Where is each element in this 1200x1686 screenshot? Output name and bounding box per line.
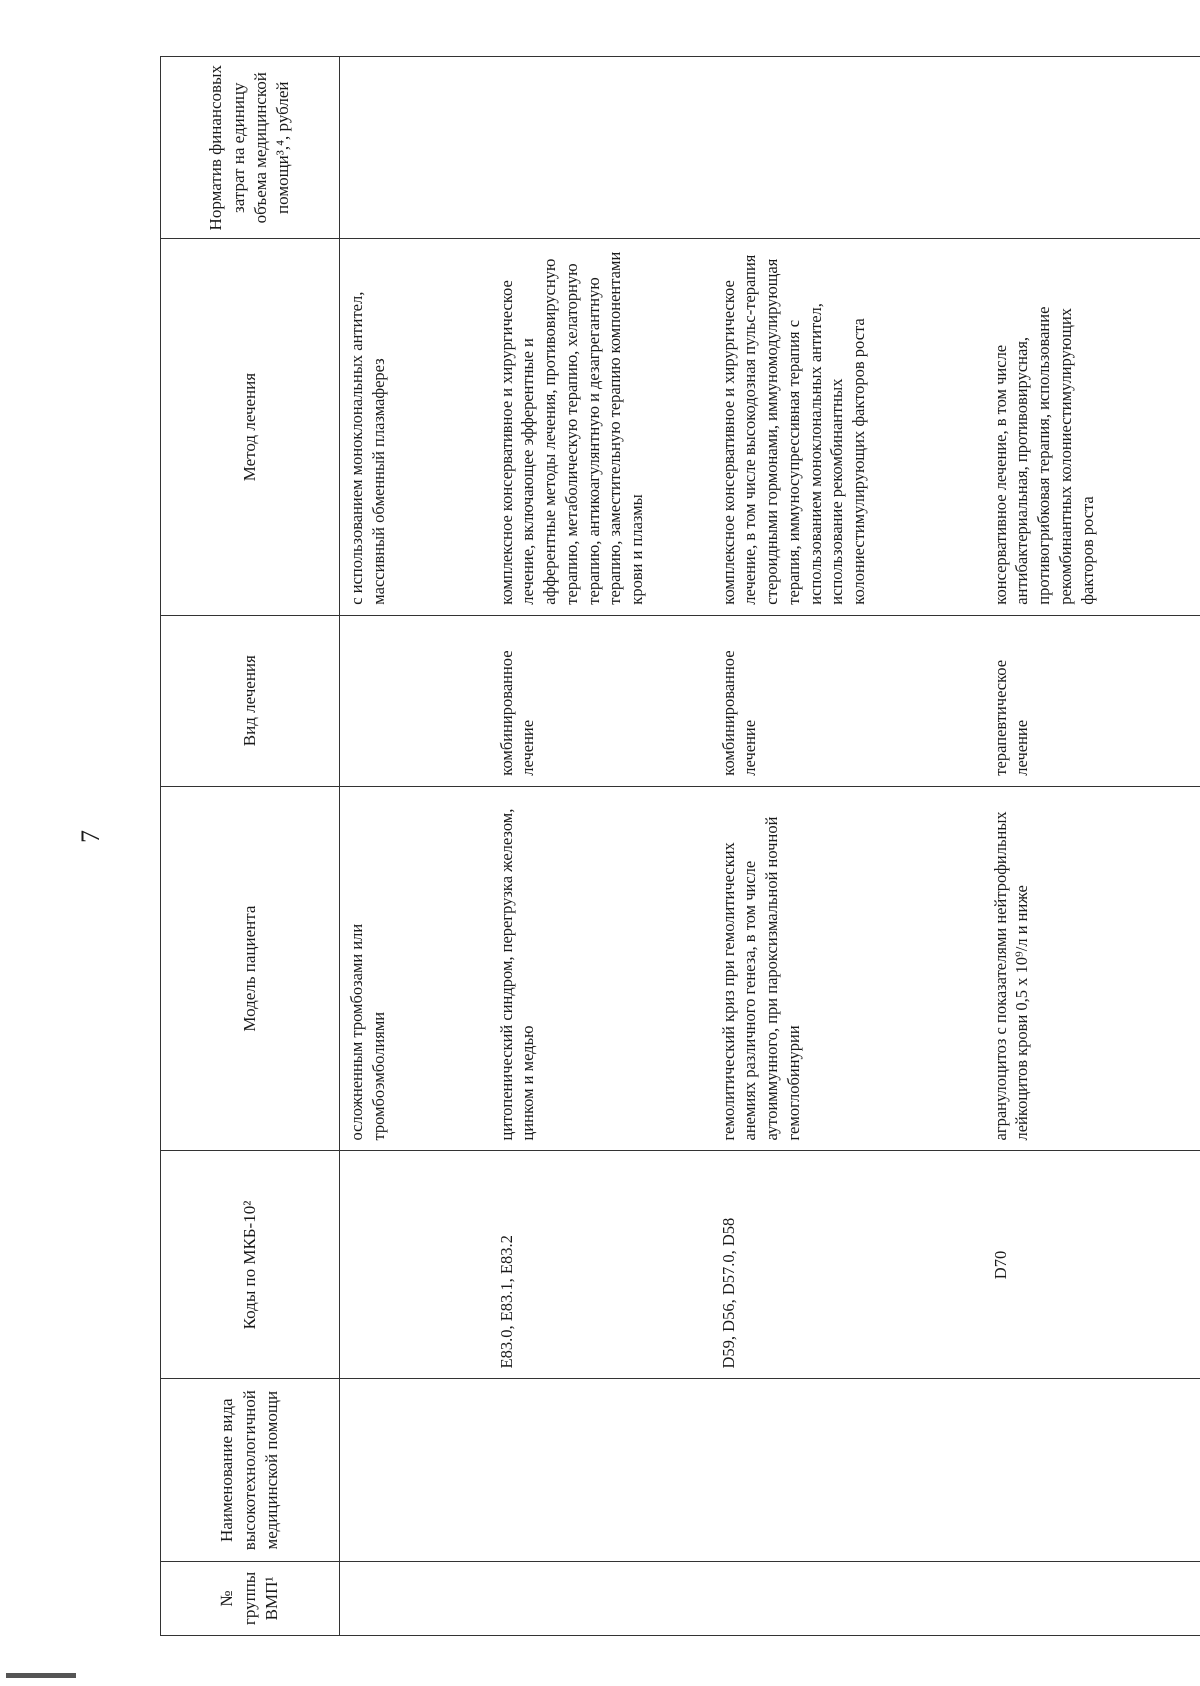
rotated-table-container (160, 56, 1200, 1636)
cell-icd-codes: D59, D56, D57.0, D58 (712, 1151, 984, 1379)
cell-group-number (984, 1561, 1200, 1635)
header-group-number: № группы ВМП¹ (161, 1561, 340, 1635)
cell-care-type-name (984, 1379, 1200, 1561)
header-icd-codes: Коды по МКБ-10² (161, 1151, 340, 1379)
cell-care-type-name (712, 1379, 984, 1561)
cell-treatment-kind: терапевтическое лечение (984, 615, 1200, 786)
table-row (490, 57, 712, 1636)
cell-patient-model: гемолитический криз при гемолитических анемиях различного генеза, в том числе аутоиммунного, при пароксизмальной ночной гемоглобинурии (712, 786, 984, 1151)
cell-treatment-method: консервативное лечение, в том числе антибактериальная, противовирусная, противогрибковая терапия, использование рекомбинантных колониестимулирующих факторов роста (984, 239, 1200, 615)
header-patient-model: Модель пациента (161, 786, 340, 1151)
cell-treatment-kind: комбинированное лечение (490, 615, 712, 786)
cell-treatment-method: комплексное консервативное и хирургическое лечение, в том числе высокодозная пульс-терапия стероидными гормонами, иммуномодулирующая терапия, иммуносупрессивная терапия с использованием моноклональных антител, использование рекомбинантных колониестимулирующих факторов роста (712, 239, 984, 615)
cell-patient-model: осложненным тромбозами или тромбоэмболиями (340, 786, 490, 1151)
scan-edge-mark (6, 1673, 76, 1678)
table-row (712, 57, 984, 1636)
cell-icd-codes (340, 1151, 490, 1379)
header-treatment-kind: Вид лечения (161, 615, 340, 786)
header-treatment-method: Метод лечения (161, 239, 340, 615)
vmp-table (160, 56, 1200, 1636)
cell-cost-norm (340, 57, 490, 239)
cell-treatment-kind (340, 615, 490, 786)
header-cost-norm: Норматив финансовых затрат на единицу объема медицинской помощи³,⁴, рублей (161, 57, 340, 239)
cell-treatment-method: комплексное консервативное и хирургическое лечение, включающее эфферентные и афферентные методы лечения, противовирусную терапию, метаболическую терапию, хелаторную терапию, антикоагулянтную и дезагрегантную терапию, заместительную терапию компонентами крови и плазмы (490, 239, 712, 615)
cell-group-number (712, 1561, 984, 1635)
cell-patient-model: цитопенический синдром, перегрузка железом, цинком и медью (490, 786, 712, 1151)
cell-group-number (490, 1561, 712, 1635)
header-care-type-name: Наименование вида высокотехнологичной медицинской помощи (161, 1379, 340, 1561)
cell-care-type-name (340, 1379, 490, 1561)
table-header-row (161, 57, 340, 1636)
cell-icd-codes: D70 (984, 1151, 1200, 1379)
cell-cost-norm (490, 57, 712, 239)
cell-cost-norm (712, 57, 984, 239)
cell-cost-norm (984, 57, 1200, 239)
cell-treatment-method: с использованием моноклональных антител, массивный обменный плазмаферез (340, 239, 490, 615)
cell-patient-model: агранулоцитоз с показателями нейтрофильных лейкоцитов крови 0,5 x 10⁹/л и ниже (984, 786, 1200, 1151)
cell-icd-codes: E83.0, E83.1, E83.2 (490, 1151, 712, 1379)
cell-group-number (340, 1561, 490, 1635)
table-row (984, 57, 1200, 1636)
table-row (340, 57, 490, 1636)
cell-treatment-kind: комбинированное лечение (712, 615, 984, 786)
cell-care-type-name (490, 1379, 712, 1561)
page-number: 7 (76, 830, 105, 843)
